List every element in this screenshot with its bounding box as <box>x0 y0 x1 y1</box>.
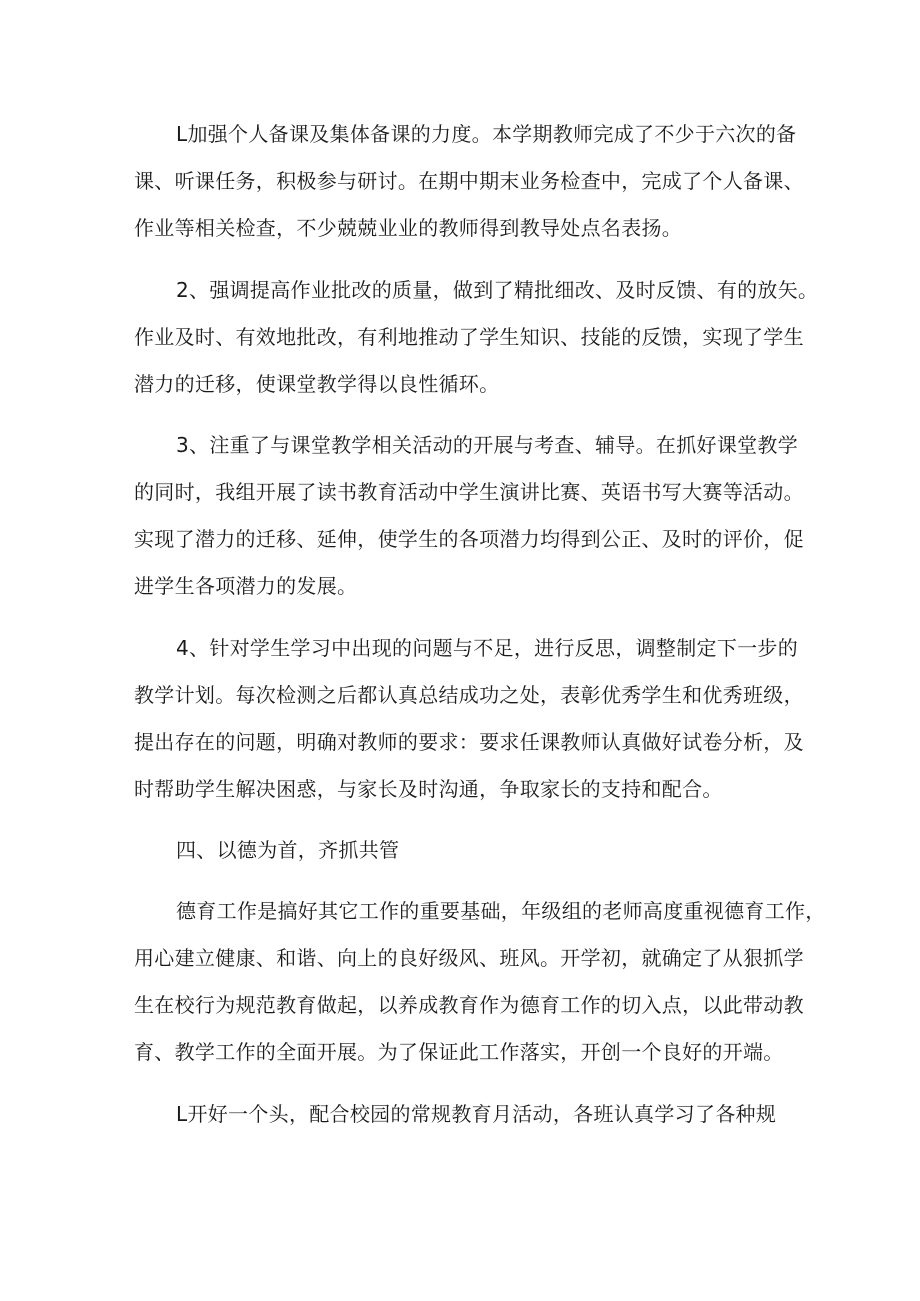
paragraph-4-line-1: 4、针对学生学习中出现的问题与不足，进行反思，调整制定下一步的 <box>176 636 799 660</box>
paragraph-5-line-1: 德育工作是搞好其它工作的重要基础，年级组的老师高度重视德育工作， <box>176 899 826 923</box>
paragraph-5-line-2: 用心建立健康、和谐、向上的良好级风、班风。开学初，就确定了从狠抓学 <box>134 946 804 970</box>
paragraph-1-line-3: 作业等相关检查，不少兢兢业业的教师得到教导处点名表扬。 <box>134 216 683 240</box>
paragraph-6-line-1: L开好一个头，配合校园的常规教育月活动，各班认真学习了各种规 <box>176 1102 777 1126</box>
paragraph-4-line-4: 时帮助学生解决困惑，与家长及时沟通，争取家长的支持和配合。 <box>134 777 723 801</box>
paragraph-2-line-1: 2、强调提高作业批改的质量，做到了精批细改、及时反馈、有的放矢。 <box>176 278 819 302</box>
paragraph-2-line-2: 作业及时、有效地批改，有利地推动了学生知识、技能的反馈，实现了学生 <box>134 325 804 349</box>
paragraph-3-line-2: 的同时，我组开展了读书教育活动中学生演讲比赛、英语书写大赛等活动。 <box>134 480 804 504</box>
paragraph-1-line-2: 课、听课任务，积极参与研讨。在期中期末业务检查中，完成了个人备课、 <box>134 169 804 193</box>
paragraph-3-line-3: 实现了潜力的迁移、延伸，使学生的各项潜力均得到公正、及时的评价，促 <box>134 527 804 551</box>
paragraph-4-line-3: 提出存在的问题，明确对教师的要求：要求任课教师认真做好试卷分析，及 <box>134 730 804 754</box>
paragraph-1-line-1: L加强个人备课及集体备课的力度。本学期教师完成了不少于六次的备 <box>176 122 797 146</box>
paragraph-5-line-4: 育、教学工作的全面开展。为了保证此工作落实，开创一个良好的开端。 <box>134 1040 784 1064</box>
paragraph-5-line-3: 生在校行为规范教育做起，以养成教育作为德育工作的切入点，以此带动教 <box>134 993 804 1017</box>
paragraph-2-line-3: 潜力的迁移，使课堂教学得以良性循环。 <box>134 372 500 396</box>
paragraph-3-line-1: 3、注重了与课堂教学相关活动的开展与考查、辅导。在抓好课堂教学 <box>176 433 799 457</box>
paragraph-4-line-2: 教学计划。每次检测之后都认真总结成功之处，表彰优秀学生和优秀班级， <box>134 683 804 707</box>
section-heading: 四、以德为首，齐抓共管 <box>176 838 400 862</box>
paragraph-3-line-4: 进学生各项潜力的发展。 <box>134 574 358 598</box>
